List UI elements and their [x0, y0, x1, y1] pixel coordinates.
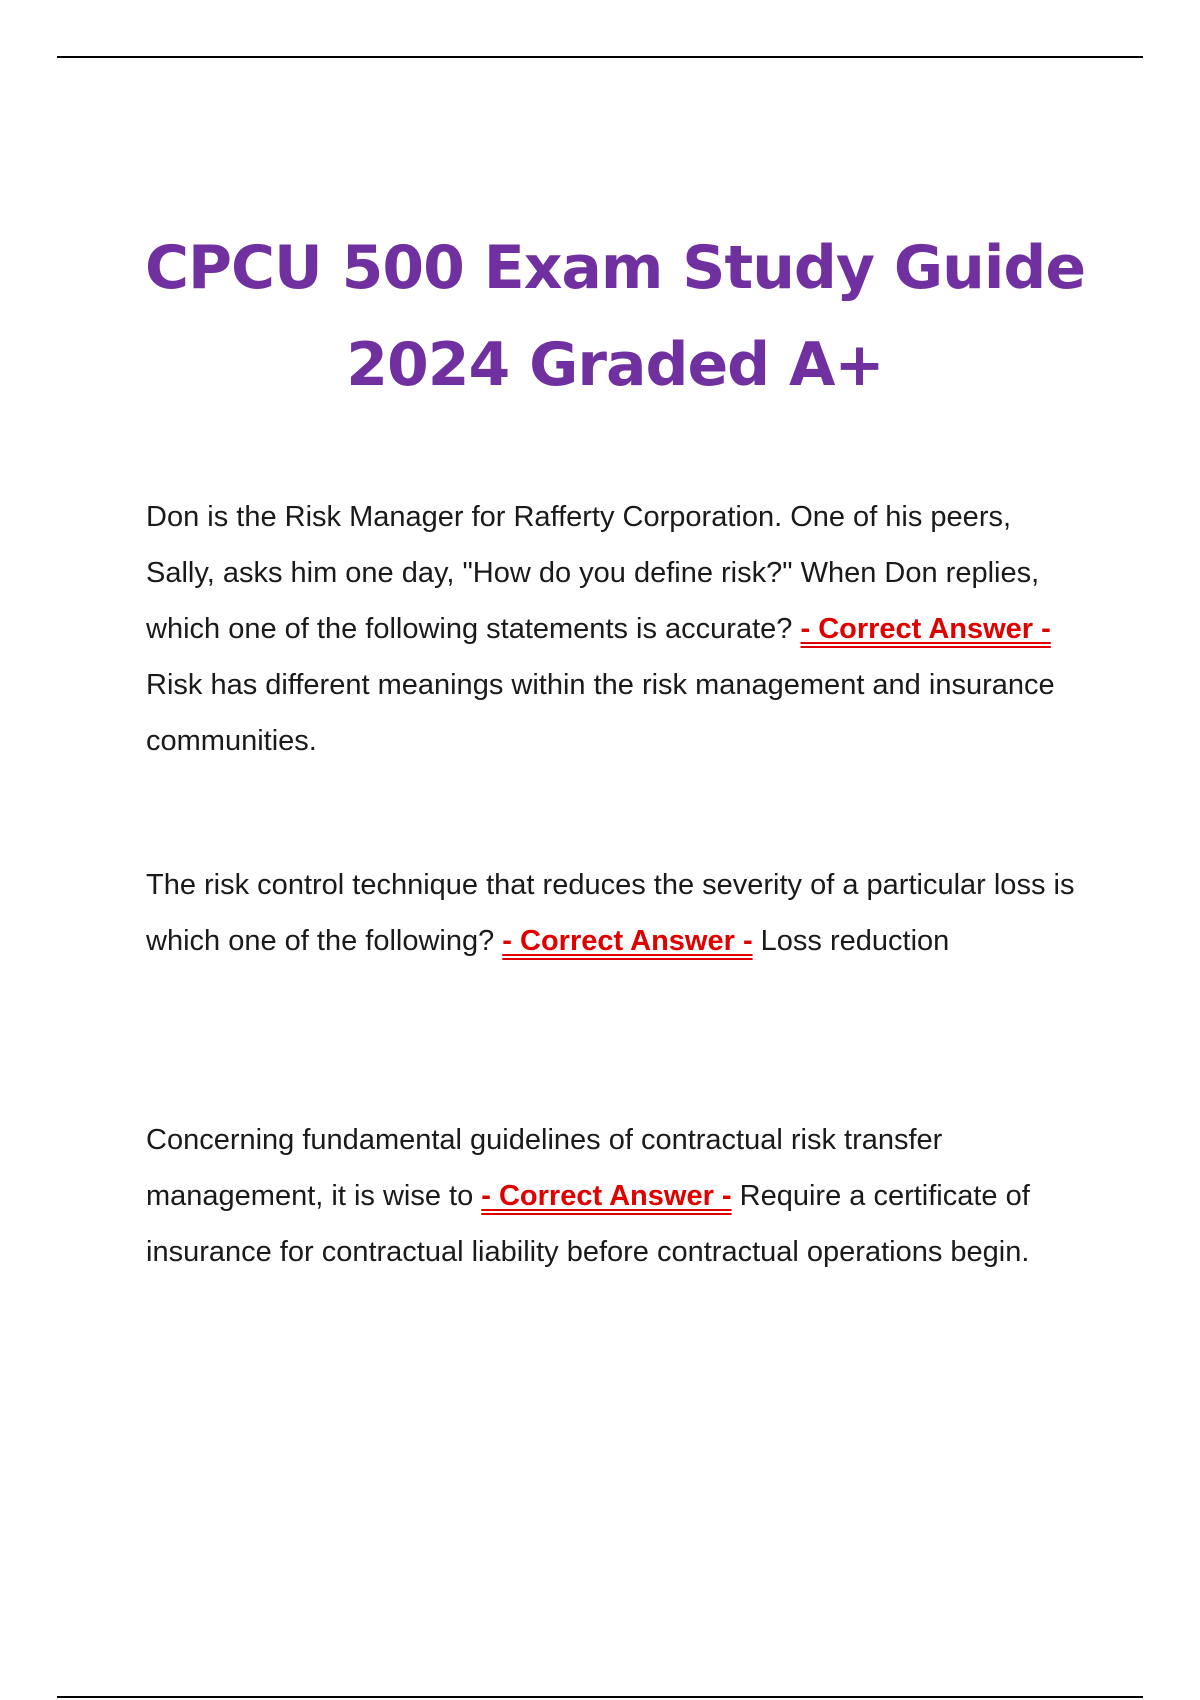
document-title	[0, 220, 1200, 414]
answer-text: Loss reduction	[760, 925, 950, 957]
question-text: Concerning fundamental guidelines of contractual risk transfer management, it is wise to	[146, 1124, 943, 1212]
qa-item-2	[146, 857, 1086, 969]
question-text: The risk control technique that reduces the severity of a particular loss is which one of the following?	[146, 869, 1075, 957]
qa-item-3	[146, 1112, 1086, 1280]
answer-text: Require a certificate of insurance for contractual liability before contractual operations begin.	[146, 1180, 1030, 1268]
header-rule	[57, 56, 1143, 58]
correct-answer-label: - Correct Answer -	[481, 1180, 732, 1212]
footer-rule	[57, 1696, 1143, 1698]
title-line-1: CPCU 500 Exam Study Guide	[144, 233, 1086, 303]
correct-answer-label: - Correct Answer -	[800, 613, 1051, 645]
answer-text: Risk has different meanings within the risk management and insurance communities.	[146, 669, 1055, 757]
qa-item-1	[146, 489, 1086, 769]
question-text: Don is the Risk Manager for Rafferty Corporation. One of his peers, Sally, asks him one day, "How do you define risk?" When Don replies, which one of the following statements is accurate?	[146, 501, 1040, 645]
correct-answer-label: - Correct Answer -	[502, 925, 753, 957]
title-line-2: 2024 Graded A+	[346, 330, 884, 400]
